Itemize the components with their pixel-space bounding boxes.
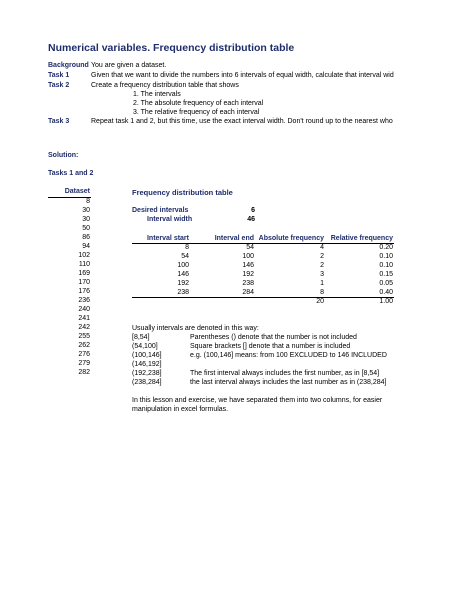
freq-cell-interval-end: 238 — [242, 280, 254, 287]
freq-cell-relative-frequency: 0.10 — [379, 253, 393, 260]
freq-cell-interval-start: 54 — [181, 253, 189, 260]
dataset-value: 240 — [78, 306, 90, 313]
freq-cell-interval-end: 192 — [242, 271, 254, 278]
freq-cell-relative-frequency: 0.20 — [379, 244, 393, 251]
dataset-value: 242 — [78, 324, 90, 331]
interval-notation: (54,100] — [132, 343, 158, 350]
notes-explanation: Square brackets [] denote that a number is included — [190, 343, 351, 350]
notes-explanation: Parentheses () denote that the number is not included — [190, 334, 357, 341]
freq-cell-interval-start: 8 — [185, 244, 189, 251]
background-label: Background — [48, 62, 89, 69]
dataset-value: 176 — [78, 288, 90, 295]
notes-explanation: The first interval always includes the first number, as in [8,54] — [190, 370, 380, 377]
task2-item: 1. The intervals — [133, 91, 181, 98]
interval-notation: [8,54] — [132, 334, 150, 341]
freq-cell-relative-frequency: 0.10 — [379, 262, 393, 269]
freq-cell-absolute-frequency: 1 — [320, 280, 324, 287]
background-text: You are given a dataset. — [91, 62, 167, 69]
interval-width-label: Interval width — [147, 216, 193, 223]
col-header-interval-start: Interval start — [146, 235, 189, 242]
dataset-value: 279 — [78, 360, 90, 367]
dataset-value: 262 — [78, 342, 90, 349]
dataset-value: 282 — [78, 369, 90, 376]
dataset-value: 102 — [78, 252, 90, 259]
interval-notation: (192,238] — [132, 370, 162, 377]
dataset-value: 276 — [78, 351, 90, 358]
dataset-value: 169 — [78, 270, 90, 277]
page-title: Numerical variables. Frequency distribution table — [48, 42, 295, 54]
dataset-value: 50 — [82, 225, 90, 232]
tasks12-label: Tasks 1 and 2 — [48, 170, 94, 177]
solution-label: Solution: — [48, 152, 79, 159]
dataset-value: 110 — [78, 261, 90, 268]
task2-item: 3. The relative frequency of each interval — [133, 109, 260, 116]
task2-label: Task 2 — [48, 82, 70, 89]
notes-footer-line1: In this lesson and exercise, we have separated them into two columns, for easier — [132, 397, 383, 404]
notes-explanation: the last interval always includes the last number as in (238,284] — [190, 379, 387, 386]
freq-cell-interval-end: 146 — [242, 262, 254, 269]
total-relative-frequency: 1.00 — [379, 298, 393, 305]
freq-cell-interval-start: 146 — [177, 271, 189, 278]
freq-cell-relative-frequency: 0.05 — [379, 280, 393, 287]
freq-cell-interval-start: 192 — [177, 280, 189, 287]
freq-cell-absolute-frequency: 8 — [320, 289, 324, 296]
freq-cell-absolute-frequency: 2 — [320, 262, 324, 269]
freq-cell-interval-end: 54 — [246, 244, 254, 251]
desired-intervals-label: Desired intervals — [132, 207, 189, 214]
freq-cell-absolute-frequency: 3 — [320, 271, 324, 278]
dataset-value: 30 — [82, 216, 90, 223]
interval-width-value: 46 — [247, 216, 255, 223]
dataset-value: 236 — [78, 297, 90, 304]
task1-label: Task 1 — [48, 72, 70, 79]
freq-cell-interval-end: 100 — [242, 253, 254, 260]
freq-cell-relative-frequency: 0.40 — [379, 289, 393, 296]
interval-notation: (238,284] — [132, 379, 162, 386]
notes-intro: Usually intervals are denoted in this way: — [132, 325, 259, 332]
dataset-value: 170 — [78, 279, 90, 286]
dataset-value: 241 — [78, 315, 90, 322]
interval-notation: (146,192] — [132, 361, 162, 368]
dataset-value: 8 — [86, 198, 90, 205]
freq-cell-absolute-frequency: 4 — [320, 244, 324, 251]
desired-intervals-value: 6 — [251, 207, 255, 214]
task1-text: Given that we want to divide the numbers into 6 intervals of equal width, calculate that interval wid — [91, 72, 394, 79]
notes-footer-line2: manipulation in excel formulas. — [132, 406, 229, 413]
task2-text: Create a frequency distribution table that shows — [91, 82, 239, 89]
notes-explanation: e.g. (100,146] means: from 100 EXCLUDED to 146 INCLUDED — [190, 352, 387, 359]
freq-cell-interval-start: 100 — [177, 262, 189, 269]
total-absolute-frequency: 20 — [316, 298, 324, 305]
task2-item: 2. The absolute frequency of each interval — [133, 100, 264, 107]
task3-text: Repeat task 1 and 2, but this time, use the exact interval width. Don't round up to the nearest who — [91, 118, 393, 125]
col-header-relative-frequency: Relative frequency — [330, 235, 393, 242]
freq-cell-interval-end: 284 — [242, 289, 254, 296]
freq-cell-absolute-frequency: 2 — [320, 253, 324, 260]
interval-notation: (100,146] — [132, 352, 162, 359]
task3-label: Task 3 — [48, 118, 70, 125]
freq-cell-relative-frequency: 0.15 — [379, 271, 393, 278]
dataset-value: 94 — [82, 243, 90, 250]
col-header-interval-end: Interval end — [214, 235, 254, 242]
freq-cell-interval-start: 238 — [177, 289, 189, 296]
dataset-header: Dataset — [64, 188, 90, 195]
dataset-value: 30 — [82, 207, 90, 214]
table-title: Frequency distribution table — [132, 188, 233, 197]
dataset-value: 86 — [82, 234, 90, 241]
col-header-absolute-frequency: Absolute frequency — [258, 235, 324, 242]
dataset-value: 255 — [78, 333, 90, 340]
